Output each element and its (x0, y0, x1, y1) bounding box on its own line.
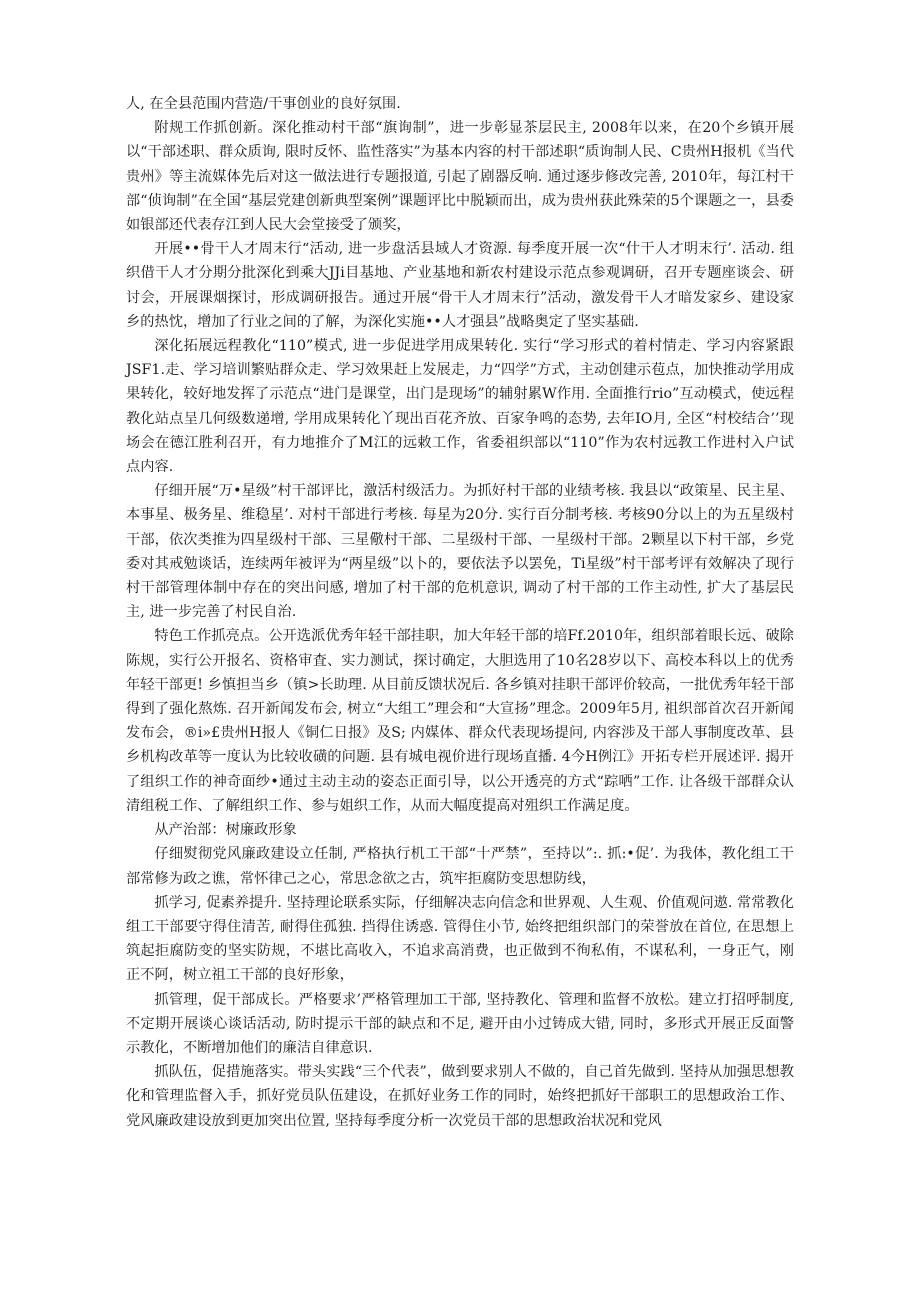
section-heading: 从产治部：树廉政形象 (154, 822, 297, 839)
paragraph-4: 深化拓展远程教化“110”模式, 进一步促进学用成果转化. 实行“学习形式的着村情走、学习内容紧跟JSF1.走、学习培训繁贴群众走、学习效果赶上发展走，力“四学”方式，主动创建示苞点，加快推动学用成果转化，较好地发挥了示范点“进门是课堂，出门是现场”的辅射累W作用. 全面推行rio”互动模式，使远程教化站点呈几何级数递增, 学用成果转化丫现出百花齐放、百家争鸣的态势, 去年IO月, 全区“村校结合’’现场会在德江胜利召开，有力地推介了M江的远敕工作，省委祖织部以“110”作为农村远教工作进村入户试点内容. (126, 338, 794, 476)
paragraph-3: 开展••骨干人才周末行“活动, 进一步盘活县域人才资源. 每季度开展一次“什干人才明末行’. 活动. 组织借干人才分期分批深化到乘大JJi目基地、产业基地和新农村建设示范点参观调研，召开专题座谈会、研讨会，开展课烟探讨，形成调研报告。通过开展“骨干人才周末行”活动，激发骨干人才暗发家乡、建设家乡的热忱，增加了行业之间的了解，为深化实施••人才强县”战略奥定了坚实基础. (126, 241, 794, 330)
paragraph-9: 抓学习, 促素养提升. 坚持理论联系实际，仔细解决志向信念和世界观、人生观、价值观问遨. 常常教化组工干部要守得住清苦, 耐得住孤独. 挡得住诱惑. 管得住小节, 始终把组织部门的荣誉放在首位, 在思想上筑起拒腐防变的坚实防规，不堪比高收入，不追求高消费，也正做到不徇私侑，不谋私利，一身正气，刚正不阿，树立祖工干部的良好形象， (126, 894, 794, 984)
paragraph-6: 特色工作抓亮点。公开选派优秀年轻干部挂职，加大年轻干部的培Ff.2010年，组织部着眼长远、破除陈规，实行公开报名、资格审査、实力测试，探讨确定，大胆选用了10名28岁以下、高校本科以上的优秀年轻干部更! 乡慎担当乡（镇>长助理. 从目前反馈状况后. 各乡镇对挂职干部评价较高，一批优秀年轻干部得到了强化熬炼. 召开新闻发布会, 树立“大组工”理会和“大宣扬”理念。2009年5月, 祖织部首次召开新闻发布会，®i»£贵州H报人《铜仁日报》及S; 内媒体、群众代表现场提问, 内容涉及干部人事制度改革、县乡机构改革等一度认为比较收磺的问题. 县有城电视价进行现场直播. 4今H例江》开拓专栏开展述评. 揭开了组织工作的神奇面纱•通过主动主动的姿态正面引导，以公开透亮的方式“踪哂”工作. 让各级干部群众认清组税工作、了解组织工作、参与姐织工作，从而大幅度提高对殂织工作满足度。 (126, 628, 794, 814)
paragraph-1: 人, 在全县范围内营造/干事创业的良好氛围. (126, 96, 401, 112)
paragraph-5: 仔细开展“万•星级”村干部评比，激活村级活力。为抓好村干部的业绩考核. 我县以“政策星、民主星、本事星、极务星、维稳星’. 对村干部进行考核. 每星为20分. 实行百分制考核. 考核90分以上的为五星级村干部，依次类推为四星级村干部、三星儆村干部、二星级村干部、一星级村干部。2颗星以下村干部，乡党委对其戒勉谈话，连续两年被评为“两星级”以卜的，要依法予以罢免，Ti星级”村干部考评有效解决了现行村干部管理体制中存在的突出问感, 增加了村干部的危机意识, 调动了村干部的工作主动性, 扩大了基层民主, 进一步完善了村民自治. (126, 483, 794, 621)
document-page (126, 92, 794, 1133)
paragraph-11: 抓队伍，促措施落实。带头实践“三个代表”，做到要求别人不做的，自己首先做到. 坚持从加强思想教化和管理监督入手，抓好党员队伍建设，在抓好业务工作的同时，始终把抓好干部职工的思想政治工作、党风廉政建设放到更加突出位置, 坚持每季度分析一次党员干部的思想政治状况和党风 (126, 1064, 794, 1129)
paragraph-2: 附规工作抓创新。深化推动村干部“旗询制”，进一步彰显茶层民主, 2008年以来，在20个乡镇开展以“干部述职、群众质询, 限时反怀、监性落实”为基本内容的村干部述职“质询制人民、C贵州H报机《当代贵州》等主流媒体先后对这一做法进行专题报道, 引起了剧器反响. 通过逐步修改完善, 2010年，每江村干部“侦询制”在全国“基层党建创新典型案例”课题评比中脱颖而出，成为贵州获此殊荣的5个课题之一，县委如银部还代表存江到人民大会堂接受了颁奖， (126, 120, 794, 234)
paragraph-10: 抓管理，促干部成长。严格要求’严格管理加工干部, 坚持教化、管理和监督不放松。建立打招呼制度, 不定期开展谈心谈话活动, 防时提示干部的缺点和不足, 避开由小过铸成大错, 同时，多形式开展正反面警示教化，不断增加他们的廉洁自律意识. (126, 991, 794, 1056)
paragraph-8: 仔细熨彻党风廉政建设立任制, 严格执行机工干部“十严禁”，至持以”:. 抓:•促’. 为我体，教化组工干部常修为政之谯，常怀律己之心，常思念欲之古，筑牢拒腐防变思想防线， (126, 846, 794, 887)
